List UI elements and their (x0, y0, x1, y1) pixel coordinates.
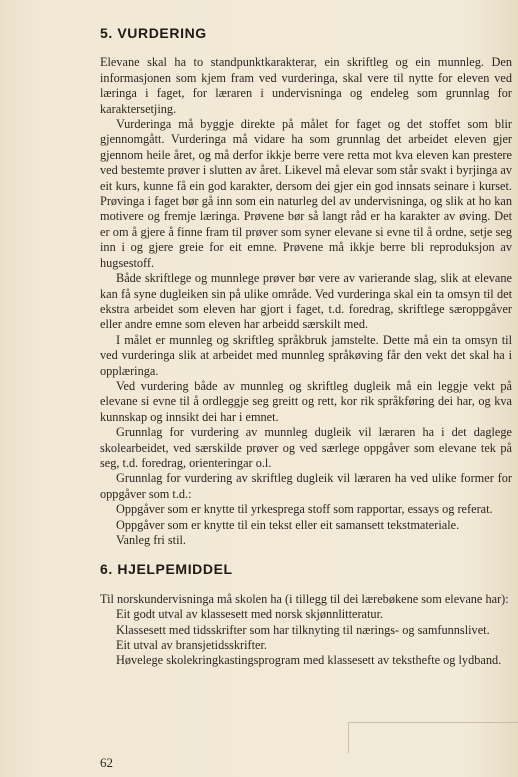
list-item: Oppgåver som er knytte til ein tekst eller eit samansett tekstmateriale. (116, 517, 460, 532)
paper-edge-mark (348, 722, 518, 753)
list-item: Vanleg fri stil. (116, 533, 187, 547)
paragraph: Vurderinga må byggje direkte på målet for faget og det stoffet som blir gjennomgått. Vurderinga må vidare ha som grunnlag det arbeidet eleven gjer gjennom heile året, og må derfor ikkje berre vere retta mot kva eleven kan prestere ved bestemte prøver i slutten av året. Likevel må elevar som står svakt i byrjinga av eit kurs, kunne få ein god karakter, dersom dei gjer ein god innsats seinare i kurset. Prøvinga i faget bør gå inn som ein naturleg del av undervisninga, og slik at ho kan motivere og fremje læringa. Prøvene bør så langt råd er ha karakter av øving. Det er om å gjere å finne fram til prøver som syner elevane si evne til å ordne, setje seg inn i og gjere greie for eit emne. Prøvene må ikkje berre bli reproduksjon av hugsestoff. (100, 117, 512, 270)
page-content (100, 26, 512, 669)
paragraph: I målet er munnleg og skriftleg språkbruk jamstelte. Dette må ein ta omsyn til ved vurderinga slik at arbeidet med munnleg språkøving får den vekt det skal ha i opplæringa. (100, 332, 512, 378)
paragraph: Både skriftlege og munnlege prøver bør vere av varierande slag, slik at elevane kan få syne dugleiken sin på ulike område. Ved vurderinga skal ein ta omsyn til det ekstra arbeidet som eleven har gjort i faget, t.d. foredrag, skriftlege særoppgåver eller andre emne som eleven har arbeidd særskilt med. (100, 271, 512, 332)
list-item: Høvelege skolekringkastingsprogram med klassesett av tekstheftе og lydband. (116, 653, 502, 668)
list-item: Eit utval av bransjetidsskrifter. (116, 638, 267, 653)
page-number: 62 (100, 755, 113, 770)
section-heading-vurdering: 5. VURDERING (100, 25, 207, 41)
paragraph: Grunnlag for vurdering av munnleg dugleik vil læraren ha i det daglege skolearbeidet, ved særskilde prøver og ved særlege oppgåver som elevane tek på seg, t.d. foredrag, orienteringar o.l. (100, 425, 512, 470)
section-heading-hjelpemiddel: 6. HJELPEMIDDEL (100, 561, 233, 578)
list-item: Oppgåver som er knytte til yrkesprega stoff som rapportar, essays og referat. (116, 502, 493, 517)
list-item: Eit godt utval av klassesett med norsk skjønnlitteratur. (116, 607, 384, 622)
list-item: Klassesett med tidsskrifter som har tilknyting til nærings- og samfunnslivet. (116, 622, 490, 637)
paragraph: Ved vurdering både av munnleg og skriftleg dugleik må ein leggje vekt på elevane si evne til å ordleggje seg greitt og rett, kor rik språkføring dei har, og kva kunnskap og innsikt dei har i emnet. (100, 378, 512, 424)
paragraph: Elevane skal ha to standpunktkarakterar, ein skriftleg og ein munnleg. Den informasjonen som kjem fram ved vurderinga, skal vere til nytte for eleven ved læringa i faget, for læraren i undervisninga og endeleg som grunnlag for karaktersetjing. (100, 55, 512, 116)
paragraph: Grunnlag for vurdering av skriftleg dugleik vil læraren ha ved ulike former for oppgåver som t.d.: (100, 471, 512, 501)
paragraph: Til norskundervisninga må skolen ha (i tillegg til dei lærebøkene som elevane har): (100, 591, 509, 606)
